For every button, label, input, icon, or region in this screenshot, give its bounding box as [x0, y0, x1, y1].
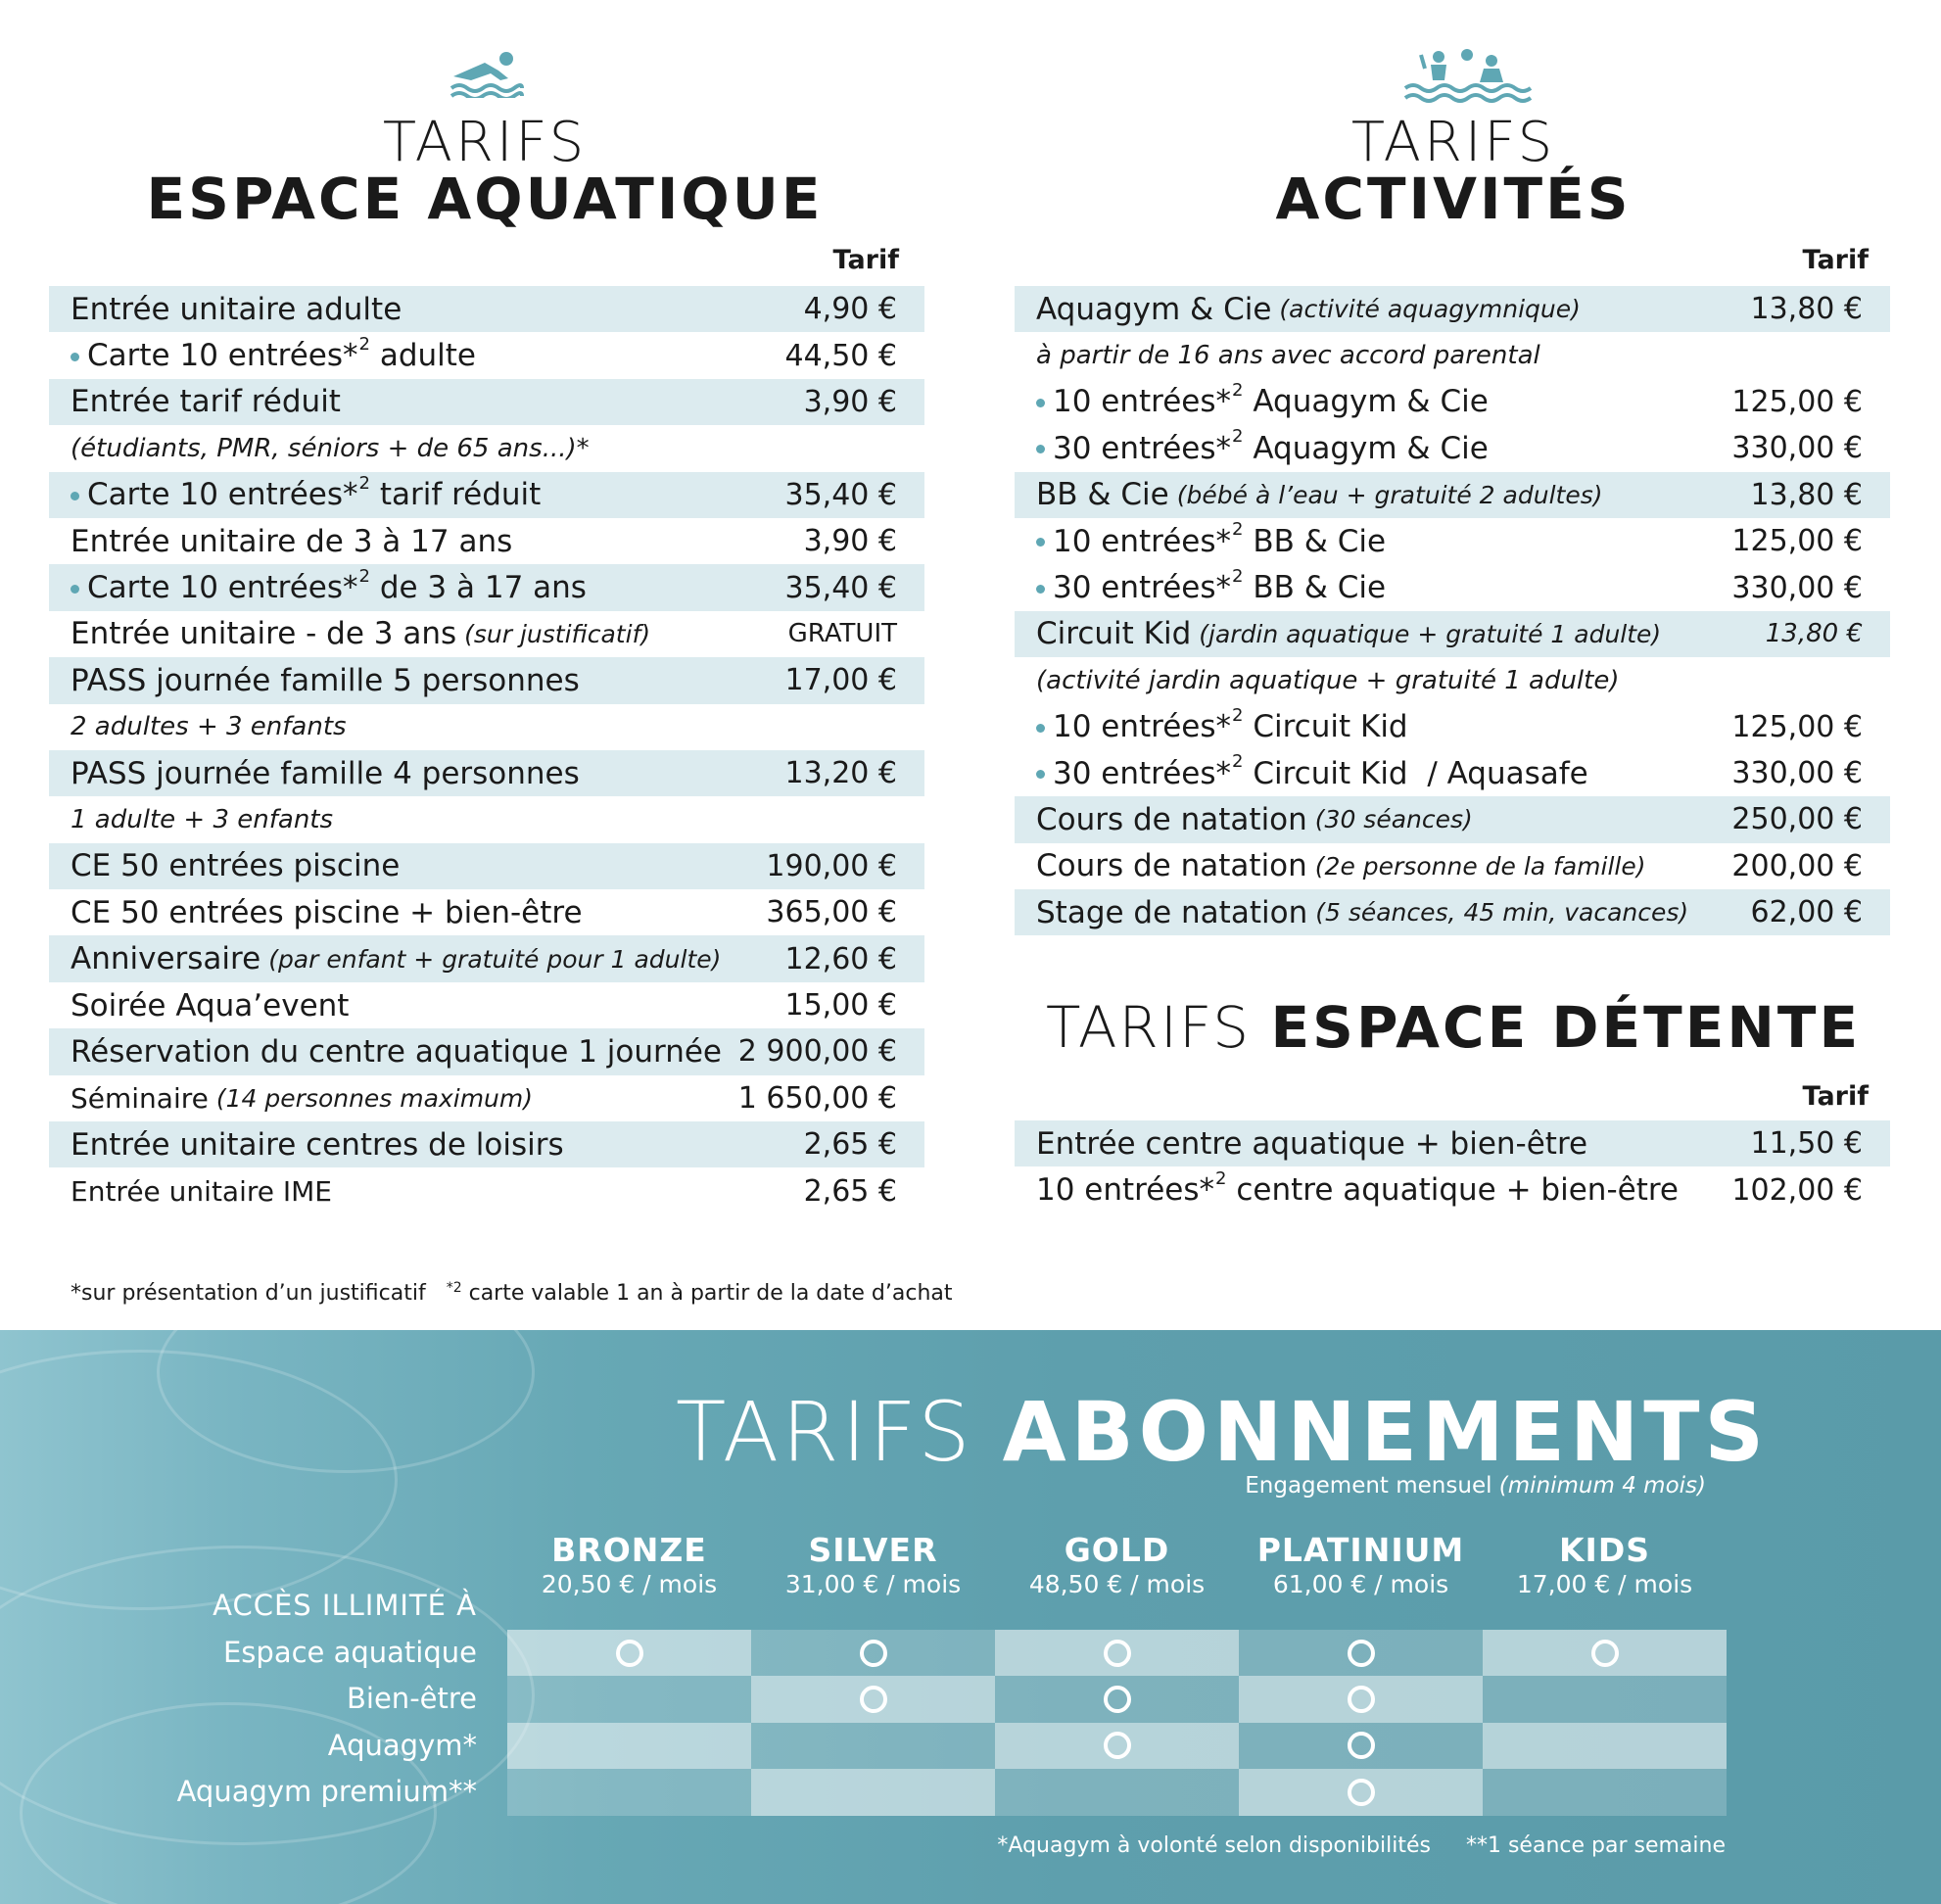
row-label: [1036, 750, 1588, 796]
access-header: ACCÈS ILLIMITÉ À: [213, 1589, 477, 1622]
grid-cell: [507, 1723, 751, 1769]
row-price: 125,00 €: [1731, 709, 1863, 744]
grid-cell: [751, 1630, 995, 1676]
abonnements-title-bold: ABONNEMENTS: [1002, 1384, 1770, 1480]
price-row: [1015, 843, 1890, 889]
row-label: [1036, 704, 1408, 750]
row-label: [71, 796, 333, 842]
price-row: [49, 611, 924, 657]
superscript: 2: [1215, 1167, 1227, 1189]
row-note: (30 séances): [1314, 805, 1473, 834]
price-row: [1015, 889, 1890, 935]
row-note: (5 séances, 45 min, vacances): [1315, 898, 1689, 928]
row-price: 1 650,00 €: [737, 1080, 897, 1116]
price-row: [1015, 379, 1890, 425]
price-row: [49, 564, 924, 610]
row-label: [71, 332, 476, 378]
row-label-text: Séminaire: [71, 1081, 209, 1115]
price-row: [1015, 472, 1890, 518]
row-label-text: Aquagym & Cie: [1036, 291, 1272, 327]
row-label: [71, 1028, 722, 1074]
plan-silver: [751, 1531, 995, 1598]
superscript: 2: [358, 472, 370, 494]
row-price: 17,00 €: [784, 663, 897, 698]
row-label: [71, 982, 349, 1028]
row-label: [71, 843, 400, 889]
row-price: 44,50 €: [784, 338, 897, 373]
row-label-text: à partir de 16 ans avec accord parental: [1036, 341, 1540, 371]
superscript: 2: [358, 333, 370, 355]
price-row: [1015, 750, 1890, 796]
row-label-text: Entrée unitaire adulte: [71, 291, 402, 327]
row-label-suffix: de 3 à 17 ans: [369, 570, 587, 606]
row-price: 330,00 €: [1731, 570, 1863, 605]
superscript: 2: [1232, 426, 1244, 448]
row-note: (par enfant + gratuité pour 1 adulte): [268, 944, 722, 974]
abonnements-footnote: [881, 1833, 1726, 1858]
engagement-label: Engagement mensuel: [1245, 1473, 1499, 1499]
price-row: [49, 704, 924, 750]
row-price: 190,00 €: [766, 848, 897, 883]
price-row: [49, 332, 924, 378]
row-label: [71, 379, 341, 425]
row-price: 3,90 €: [803, 524, 897, 559]
price-row: [1015, 704, 1890, 750]
detente-title: [1017, 994, 1890, 1061]
row-label: [71, 611, 650, 657]
bullet-icon: [1036, 724, 1045, 733]
feature-label: Espace aquatique: [222, 1636, 477, 1669]
activites-title-light: TARIFS: [1350, 111, 1556, 174]
row-label: [1036, 286, 1581, 332]
plan-price: 20,50 € / mois: [541, 1570, 718, 1598]
row-price: 2,65 €: [803, 1173, 897, 1209]
row-note: (sur justificatif): [464, 619, 651, 648]
row-price: 3,90 €: [803, 384, 897, 419]
included-circle-icon: [1348, 1686, 1375, 1713]
price-row: [49, 796, 924, 842]
price-row: [1015, 1120, 1890, 1166]
activites-tarif-header: Tarif: [1802, 245, 1869, 275]
row-price: 35,40 €: [784, 477, 897, 512]
row-price: 62,00 €: [1750, 895, 1863, 930]
plan-price: 17,00 € / mois: [1516, 1570, 1693, 1598]
detente-price-table: [1015, 1120, 1890, 1214]
row-label-suffix: Aquagym & Cie: [1243, 430, 1489, 466]
row-label: [1036, 472, 1602, 518]
included-circle-icon: [616, 1640, 643, 1667]
price-row: [49, 750, 924, 796]
plan-name: PLATINIUM: [1256, 1531, 1465, 1569]
included-circle-icon: [1104, 1640, 1131, 1667]
price-row: [49, 472, 924, 518]
row-label-text: CE 50 entrées piscine: [71, 848, 401, 884]
row-label-text: Soirée Aqua’event: [71, 987, 350, 1023]
row-note: (bébé à l’eau + gratuité 2 adultes): [1176, 480, 1603, 509]
superscript: 2: [1232, 704, 1244, 726]
grid-cell: [1483, 1676, 1727, 1722]
engagement-note: (minimum 4 mois): [1498, 1473, 1706, 1499]
grid-cell: [751, 1676, 995, 1722]
included-circle-icon: [1104, 1686, 1131, 1713]
row-label-text: BB & Cie: [1036, 477, 1169, 513]
price-row: [49, 379, 924, 425]
grid-cell: [1239, 1676, 1483, 1722]
row-label: [1036, 332, 1540, 378]
bullet-icon: [71, 585, 79, 594]
price-row: [1015, 611, 1890, 657]
plan-name: BRONZE: [551, 1531, 707, 1569]
row-price: 12,60 €: [784, 941, 897, 976]
price-row: [49, 1075, 924, 1121]
grid-cell: [995, 1676, 1239, 1722]
row-price: 102,00 €: [1731, 1172, 1863, 1208]
price-row: [1015, 564, 1890, 610]
row-price: 13,20 €: [784, 756, 897, 791]
aquatique-tarif-header: Tarif: [832, 245, 899, 275]
row-label-text: Carte 10 entrées*: [87, 477, 358, 513]
price-row: [1015, 1166, 1890, 1213]
bullet-icon: [1036, 445, 1045, 453]
row-label: [1036, 1166, 1679, 1213]
footnote-star2: *2: [446, 1280, 462, 1296]
row-label: [1036, 889, 1688, 935]
row-price: 11,50 €: [1750, 1126, 1863, 1162]
feature-label: Bien-être: [347, 1682, 477, 1716]
price-row: [1015, 286, 1890, 332]
row-label-text: 10 entrées*: [1053, 709, 1232, 745]
row-label: [71, 1075, 533, 1121]
price-row: [49, 1028, 924, 1074]
row-price: 2 900,00 €: [737, 1034, 897, 1070]
row-label: [1036, 564, 1386, 610]
superscript: 2: [1232, 565, 1244, 587]
plan-price: 31,00 € / mois: [784, 1570, 962, 1598]
footnote-carte-validite: carte valable 1 an à partir de la date d’achat: [461, 1281, 953, 1306]
row-label-text: 2 adultes + 3 enfants: [71, 712, 347, 742]
row-note: (jardin aquatique + gratuité 1 adulte): [1199, 619, 1662, 648]
abonnements-title: [676, 1384, 1770, 1480]
row-label-text: 30 entrées*: [1053, 430, 1232, 466]
plan-platinium: [1239, 1531, 1483, 1598]
row-label: [1036, 425, 1489, 471]
detente-title-light: TARIFS: [1045, 994, 1271, 1061]
row-label-text: Entrée unitaire de 3 à 17 ans: [71, 523, 513, 559]
row-note: (2e personne de la famille): [1314, 851, 1646, 881]
row-price: 15,00 €: [784, 988, 897, 1023]
aquatique-price-table: [49, 286, 924, 1214]
row-label: [71, 286, 402, 332]
row-label: [71, 1167, 332, 1214]
superscript: 2: [1232, 519, 1244, 541]
aquagym-footnote: *Aquagym à volonté selon disponibilités: [997, 1833, 1431, 1858]
row-label-suffix: centre aquatique + bien-être: [1226, 1172, 1679, 1209]
aquatique-title-light: TARIFS: [382, 111, 588, 174]
row-label-suffix: adulte: [369, 338, 476, 374]
grid-cell: [1483, 1723, 1727, 1769]
superscript: 2: [358, 565, 370, 587]
bullet-icon: [1036, 770, 1045, 779]
row-label: [71, 518, 512, 564]
plan-name: KIDS: [1558, 1531, 1650, 1569]
price-row: [49, 889, 924, 935]
bullet-icon: [1036, 585, 1045, 594]
grid-cell: [1239, 1769, 1483, 1815]
grid-cell: [1239, 1723, 1483, 1769]
row-label-text: PASS journée famille 5 personnes: [71, 662, 580, 698]
row-label-suffix: BB & Cie: [1243, 523, 1387, 559]
row-label-text: Entrée tarif réduit: [71, 384, 341, 420]
price-row: [1015, 332, 1890, 378]
row-price: 13,80 €: [1765, 619, 1863, 649]
row-label: [71, 750, 580, 796]
price-row: [49, 657, 924, 703]
row-label: [1036, 611, 1661, 657]
grid-cell: [507, 1630, 751, 1676]
bullet-icon: [71, 353, 79, 361]
premium-footnote: **1 séance par semaine: [1465, 1833, 1726, 1858]
grid-cell: [507, 1676, 751, 1722]
price-row: [49, 425, 924, 471]
row-label-text: (étudiants, PMR, séniors + de 65 ans...)*: [71, 433, 590, 463]
grid-cell: [1483, 1630, 1727, 1676]
price-row: [49, 1121, 924, 1167]
row-label: [1036, 843, 1646, 889]
grid-cell: [751, 1769, 995, 1815]
row-label: [1036, 796, 1473, 842]
row-label: [71, 564, 587, 610]
price-row: [49, 518, 924, 564]
row-label-text: Réservation du centre aquatique 1 journée: [71, 1033, 722, 1070]
row-label-text: 10 entrées*: [1053, 384, 1232, 420]
row-price: 4,90 €: [803, 292, 897, 327]
abonnements-title-light: TARIFS: [676, 1384, 973, 1480]
row-label-text: PASS journée famille 4 personnes: [71, 755, 580, 791]
detente-title-bold: ESPACE DÉTENTE: [1270, 994, 1862, 1061]
row-label-suffix: tarif réduit: [369, 477, 542, 513]
activites-title-bold: ACTIVITÉS: [1275, 166, 1632, 232]
row-label-suffix: Circuit Kid / Aquasafe: [1243, 755, 1588, 791]
row-label-text: Cours de natation: [1036, 801, 1307, 837]
price-row: [1015, 425, 1890, 471]
included-circle-icon: [1348, 1732, 1375, 1759]
included-circle-icon: [1348, 1640, 1375, 1667]
included-circle-icon: [860, 1640, 887, 1667]
price-row: [1015, 518, 1890, 564]
row-label-text: 30 entrées*: [1053, 570, 1232, 606]
engagement-text: [1077, 1473, 1706, 1499]
row-label-text: Entrée unitaire IME: [71, 1174, 332, 1208]
row-label: [1036, 518, 1386, 564]
grid-cell: [507, 1769, 751, 1815]
superscript: 2: [1232, 751, 1244, 773]
grid-cell: [751, 1723, 995, 1769]
row-label-text: Carte 10 entrées*: [87, 338, 358, 374]
row-label-suffix: Circuit Kid: [1243, 709, 1408, 745]
grid-cell: [1483, 1769, 1727, 1815]
row-label-text: Entrée unitaire - de 3 ans: [71, 616, 457, 652]
row-price: 330,00 €: [1731, 431, 1863, 466]
row-label: [71, 657, 580, 703]
bullet-icon: [71, 492, 79, 500]
row-label-text: Entrée centre aquatique + bien-être: [1036, 1125, 1588, 1162]
row-label: [1036, 379, 1489, 425]
row-label-text: CE 50 entrées piscine + bien-être: [71, 894, 583, 930]
row-label: [71, 704, 347, 750]
grid-cell: [995, 1769, 1239, 1815]
plan-bronze: [507, 1531, 751, 1598]
aquatique-title-bold: ESPACE AQUATIQUE: [146, 166, 824, 232]
price-row: [49, 286, 924, 332]
row-label: [1036, 1120, 1587, 1166]
row-price: 365,00 €: [766, 895, 897, 930]
row-label: [71, 935, 721, 981]
price-row: [49, 843, 924, 889]
row-price: 13,80 €: [1750, 477, 1863, 512]
included-circle-icon: [1591, 1640, 1619, 1667]
row-price: 125,00 €: [1731, 384, 1863, 419]
row-note: (activité aquagymnique): [1279, 295, 1581, 324]
superscript: 2: [1232, 379, 1244, 401]
row-label-text: (activité jardin aquatique + gratuité 1 adulte): [1036, 665, 1620, 695]
plan-name: GOLD: [1064, 1531, 1170, 1569]
grid-cell: [1239, 1630, 1483, 1676]
plan-kids: [1483, 1531, 1727, 1598]
row-label-text: Cours de natation: [1036, 848, 1307, 884]
row-note: (14 personnes maximum): [215, 1083, 533, 1113]
row-price: 330,00 €: [1731, 756, 1863, 791]
activites-price-table: [1015, 286, 1890, 935]
row-label-text: Circuit Kid: [1036, 616, 1192, 652]
row-price: GRATUIT: [787, 619, 897, 649]
row-label: [1036, 657, 1620, 703]
row-label-text: 30 entrées*: [1053, 755, 1232, 791]
row-label: [71, 425, 590, 471]
row-label-text: 10 entrées*: [1053, 523, 1232, 559]
abonnements-grid: [507, 1630, 1728, 1816]
row-label: [71, 1121, 564, 1167]
price-row: [49, 982, 924, 1028]
row-label-text: Carte 10 entrées*: [87, 570, 358, 606]
row-label-text: 1 adulte + 3 enfants: [71, 804, 334, 834]
plan-price: 61,00 € / mois: [1272, 1570, 1449, 1598]
feature-label: Aquagym premium**: [176, 1775, 477, 1809]
row-label-text: Entrée unitaire centres de loisirs: [71, 1126, 564, 1163]
price-row: [1015, 657, 1890, 703]
row-label: [71, 889, 583, 935]
aquatique-footnote: [71, 1281, 953, 1306]
row-label-suffix: BB & Cie: [1243, 570, 1387, 606]
grid-cell: [995, 1630, 1239, 1676]
plan-gold: [995, 1531, 1239, 1598]
included-circle-icon: [1348, 1779, 1375, 1806]
price-row: [49, 1167, 924, 1214]
row-price: 200,00 €: [1731, 848, 1863, 883]
row-label: [71, 472, 541, 518]
swimmer-icon: [448, 49, 526, 98]
included-circle-icon: [860, 1686, 887, 1713]
price-row: [1015, 796, 1890, 842]
row-price: 13,80 €: [1750, 292, 1863, 327]
plan-name: SILVER: [808, 1531, 938, 1569]
row-price: 2,65 €: [803, 1127, 897, 1163]
detente-tarif-header: Tarif: [1802, 1081, 1869, 1112]
plan-price: 48,50 € / mois: [1028, 1570, 1206, 1598]
water-play-icon: [1401, 47, 1533, 108]
row-label-text: Anniversaire: [71, 941, 261, 977]
row-price: 35,40 €: [784, 570, 897, 605]
included-circle-icon: [1104, 1732, 1131, 1759]
row-label-text: Stage de natation: [1036, 894, 1308, 930]
bullet-icon: [1036, 399, 1045, 407]
feature-label: Aquagym*: [327, 1728, 477, 1762]
bullet-icon: [1036, 538, 1045, 547]
row-label-suffix: Aquagym & Cie: [1243, 384, 1489, 420]
row-price: 250,00 €: [1731, 802, 1863, 837]
footnote-justificatif: *sur présentation d’un justificatif: [71, 1281, 426, 1306]
row-label-text: 10 entrées*: [1036, 1172, 1215, 1209]
row-price: 125,00 €: [1731, 524, 1863, 559]
price-row: [49, 935, 924, 981]
grid-cell: [995, 1723, 1239, 1769]
